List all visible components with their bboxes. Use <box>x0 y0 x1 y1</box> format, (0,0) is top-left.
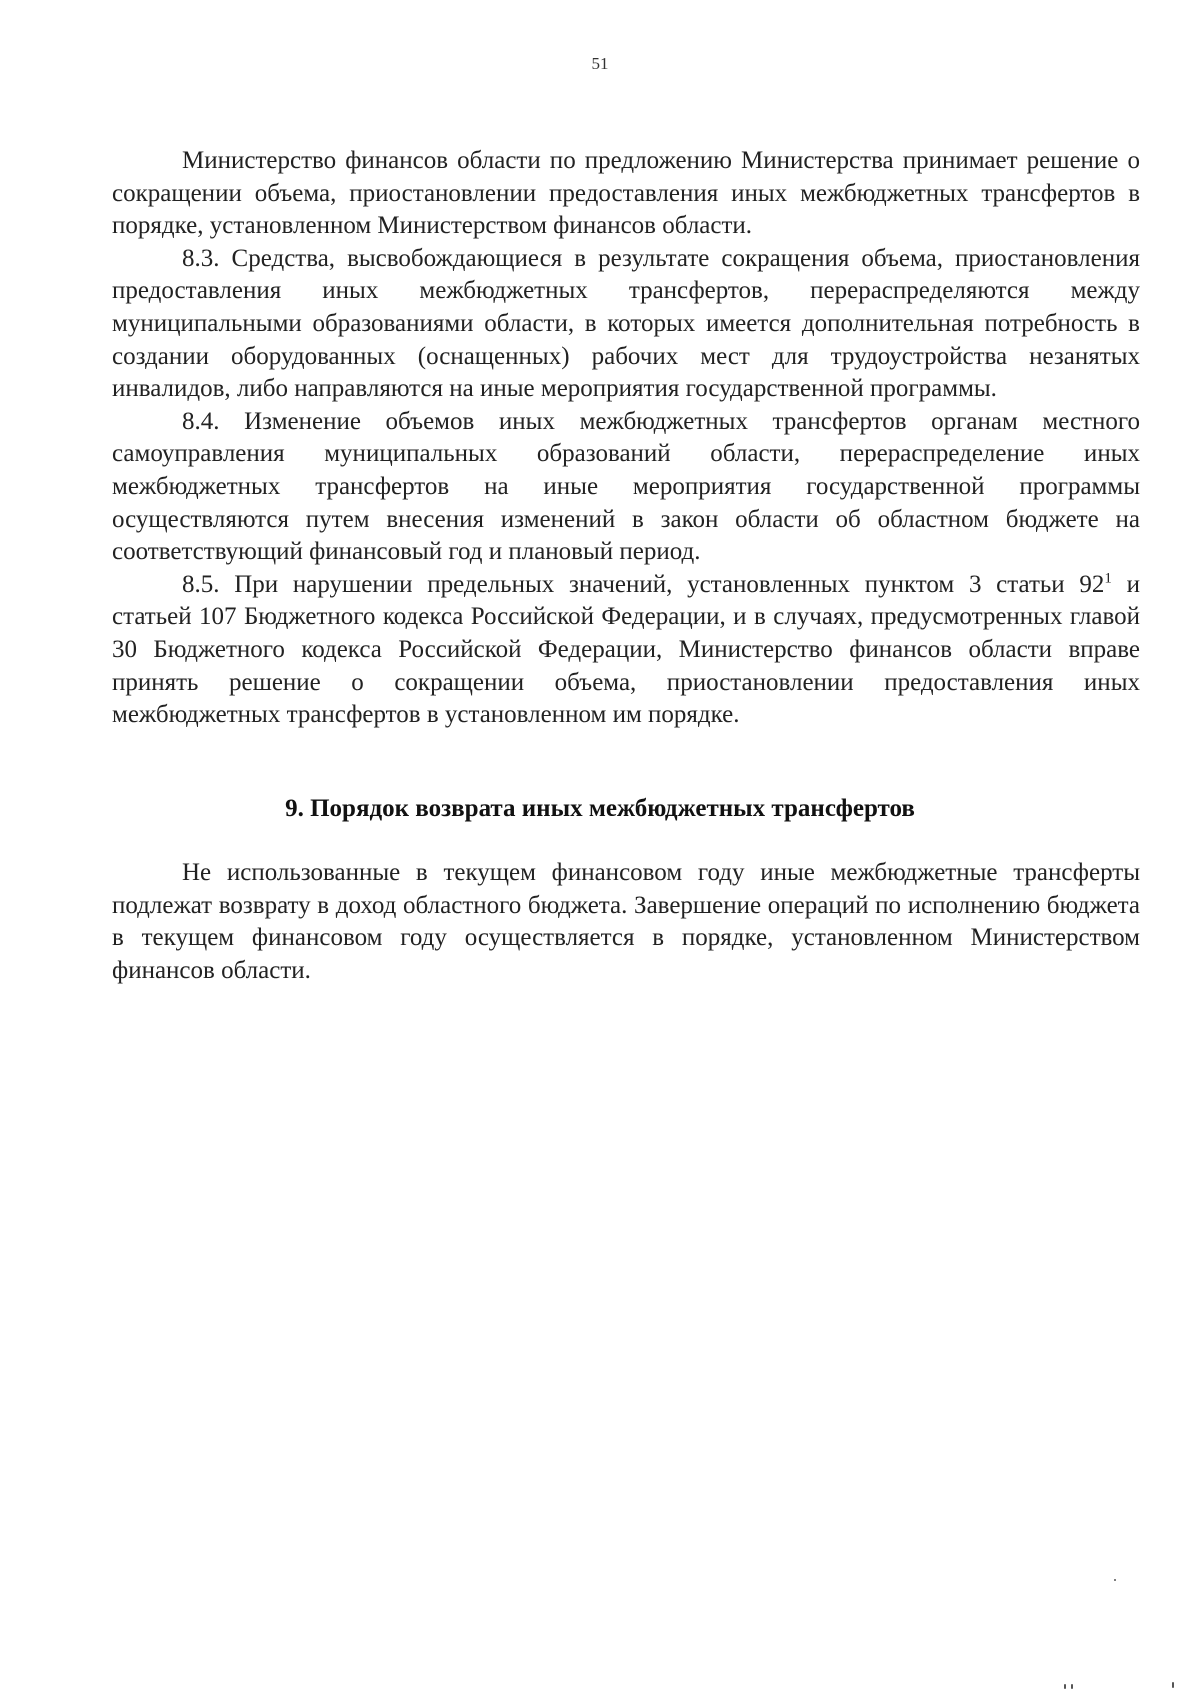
paragraph-8-4: 8.4. Изменение объемов иных межбюджетных трансфертов органам местного самоуправления муниципальных образований области, перераспределение иных межбюджетных трансфертов на иные мероприятия государственной программы осуществляются путем внесения изменений в закон области об областном бюджете на соответствующий финансовый год и плановый период. <box>112 407 1140 566</box>
scan-speck <box>1064 1684 1066 1689</box>
scan-speck <box>1172 1682 1174 1688</box>
paragraph-8-5 <box>112 569 1140 732</box>
page-number: 51 <box>591 54 609 73</box>
section-9-heading: 9. Порядок возврата иных межбюджетных трансфертов <box>285 795 915 822</box>
article-superscript: 1 <box>1104 570 1112 587</box>
scan-speck <box>1114 1579 1116 1581</box>
paragraph-8-3: 8.3. Средства, высвобождающиеся в результате сокращения объема, приостановления предоставления иных межбюджетных трансфертов, перераспределяются между муниципальными образованиями области, в которых имеется дополнительная потребность в создании оборудованных (оснащенных) рабочих мест для трудоустройства незанятых инвалидов, либо направляются на иные мероприятия государственной программы. <box>112 244 1140 403</box>
paragraph-8-5-start: 8.5. При нарушении предельных значений, установленных пунктом 3 статьи 92 <box>182 570 1105 598</box>
scan-speck <box>1071 1684 1073 1689</box>
section-8-continuation <box>112 145 1140 732</box>
paragraph-ministry-decision: Министерство финансов области по предложению Министерства принимает решение о сокращении объема, приостановлении предоставления иных межбюджетных трансфертов в порядке, установленном Министерством финансов области. <box>112 147 1140 240</box>
section-9-body <box>112 857 1140 987</box>
paragraph-return-transfers: Не использованные в текущем финансовом году иные межбюджетные трансферты подлежат возврату в доход областного бюджета. Завершение операций по исполнению бюджета в текущем финансовом году осуществляется в порядке, установленном Министерством финансов области. <box>112 859 1140 984</box>
paragraph-8-5-end: и статьей 107 Бюджетного кодекса Российской Федерации, и в случаях, предусмотренных главой 30 Бюджетного кодекса Российской Федерации, Министерство финансов области вправе принять решение о сокращении объема, приостановлении предоставления иных межбюджетных трансфертов в установленном им порядке. <box>112 570 1140 729</box>
